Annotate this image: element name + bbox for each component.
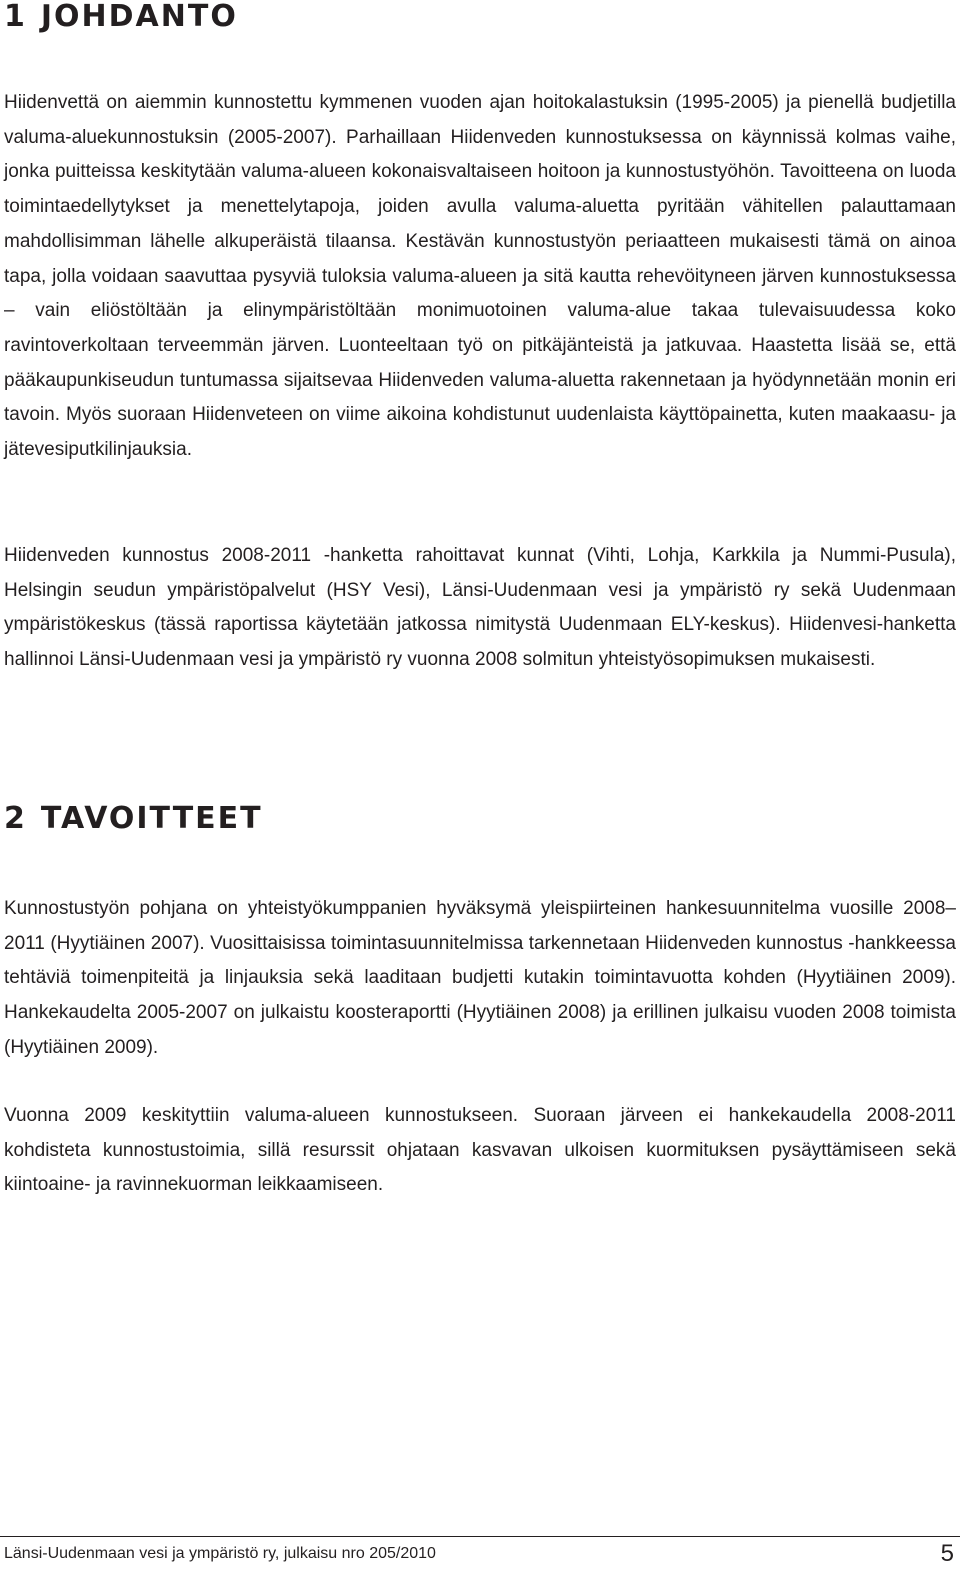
section-title: TAVOITTEET <box>40 801 263 836</box>
section-number: 2 <box>4 801 27 836</box>
body-paragraph: Vuonna 2009 keskityttiin valuma-alueen kunnostukseen. Suoraan järveen ei hankekaudella 2008-2011 kohdisteta kunnostustoimia, sillä resurssit ohjataan kasvavan ulkoisen kuormituksen pysäyttämiseen sekä kiintoaine- ja ravinnekuorman leikkaamiseen. <box>4 1105 956 1196</box>
body-paragraph: Kunnostustyön pohjana on yhteistyökumppanien hyväksymä yleispiirteinen hankesuunnitelma vuosille 2008–2011 (Hyytiäinen 2007). Vuosittaisissa toimintasuunnitelmissa tarkennetaan Hiidenveden kunnostus -hankkeessa tehtäviä toimenpiteitä ja linjauksia sekä laaditaan budjetti kutakin toimintavuotta kohden (Hyytiäinen 2009). Hankekaudelta 2005-2007 on julkaistu koosteraportti (Hyytiäinen 2008) ja erillinen julkaisu vuoden 2008 toimista (Hyytiäinen 2009). <box>4 898 956 1058</box>
section-heading-tavoitteet <box>4 802 263 836</box>
section-title: JOHDANTO <box>40 0 238 34</box>
page-number: 5 <box>940 1540 954 1567</box>
section-number: 1 <box>4 0 27 34</box>
section-heading-johdanto <box>4 0 238 34</box>
body-paragraph: Hiidenveden kunnostus 2008-2011 -hanketta rahoittavat kunnat (Vihti, Lohja, Karkkila ja Nummi-Pusula), Helsingin seudun ympäristöpalvelut (HSY Vesi), Länsi-Uudenmaan vesi ja ympäristö ry sekä Uudenmaan ympäristökeskus (tässä raportissa käytetään jatkossa nimitystä Uudenmaan ELY-keskus). Hiidenvesi-hanketta hallinnoi Länsi-Uudenmaan vesi ja ympäristö ry vuonna 2008 solmitun yhteistyösopimuksen mukaisesti. <box>4 545 956 671</box>
footer-publication: Länsi-Uudenmaan vesi ja ympäristö ry, julkaisu nro 205/2010 <box>4 1545 436 1562</box>
footer-divider <box>0 1536 960 1537</box>
body-paragraph: Hiidenvettä on aiemmin kunnostettu kymmenen vuoden ajan hoitokalastuksin (1995-2005) ja pienellä budjetilla valuma-aluekunnostuksin (2005-2007). Parhaillaan Hiidenveden kunnostuksessa on käynnissä kolmas vaihe, jonka puitteissa keskitytään valuma-alueen kokonaisvaltaiseen hoitoon ja kunnostustyöhön. Tavoitteena on luoda toimintaedellytykset ja menettelytapoja, joiden avulla valuma-aluetta pyritään vähitellen palauttamaan mahdollisimman lähelle alkuperäistä tilaansa. Kestävän kunnostustyön periaatteen mukaisesti tämä on ainoa tapa, jolla voidaan saavuttaa pysyviä tuloksia valuma-alueen ja sitä kautta rehevöityneen järven kunnostuksessa – vain eliöstöltään ja elinympäristöltään monimuotoinen valuma-alue takaa tulevaisuudessa koko ravintoverkoltaan terveemmän järven. Luonteeltaan työ on pitkäjänteistä ja jatkuvaa. Haastetta lisää se, että pääkaupunkiseudun tuntumassa sijaitsevaa Hiidenveden valuma-aluetta rakennetaan ja hyödynnetään monin eri tavoin. Myös suoraan Hiidenveteen on viime aikoina kohdistunut uudenlaista käyttöpainetta, kuten maakaasu- ja jätevesiputkilinjauksia. <box>4 92 956 461</box>
